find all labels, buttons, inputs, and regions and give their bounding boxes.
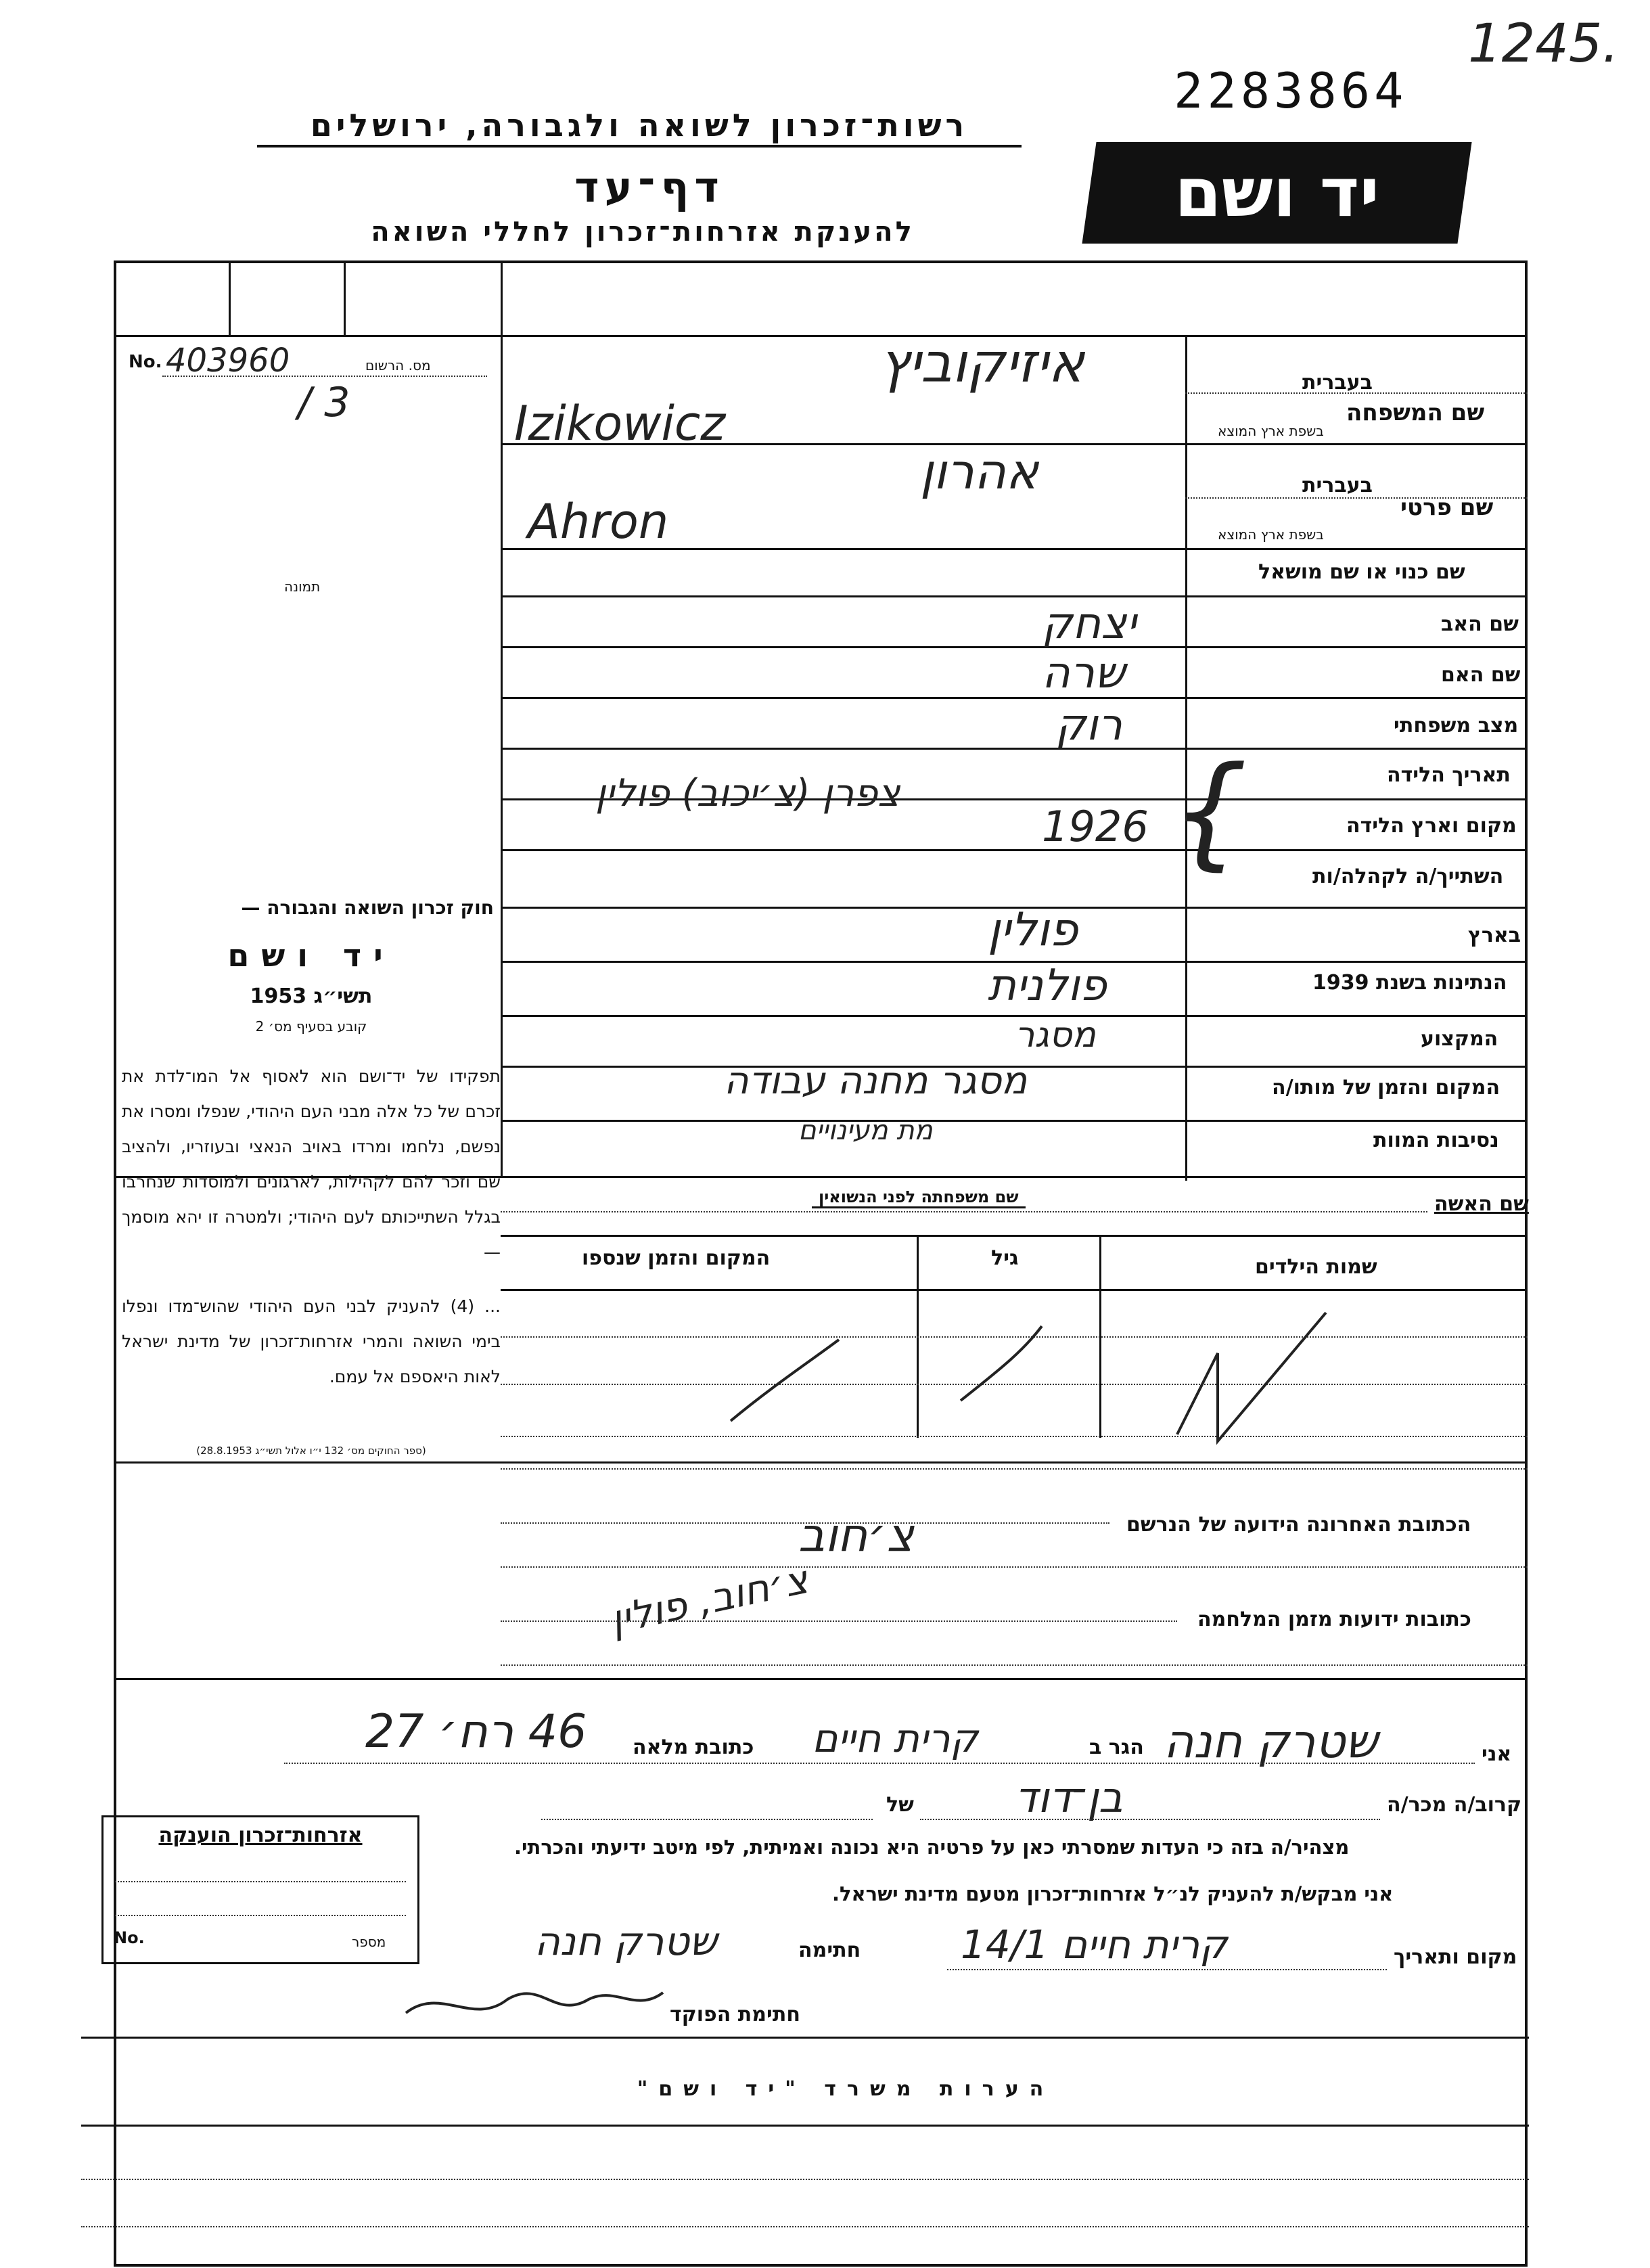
- citizenship-title: אזרחות־זכרון הוענקה: [158, 1823, 363, 1847]
- mother-value: שרה: [1042, 648, 1126, 698]
- marital-value: רוק: [1055, 700, 1122, 750]
- mother-label: שם האם: [1441, 663, 1521, 687]
- country-value: פולין: [988, 903, 1078, 957]
- wife-maiden-label: שם משפחתה לפני הנשואין: [812, 1187, 1026, 1208]
- foreign-label-2: בשפת ארץ המוצא: [1218, 526, 1324, 543]
- birthplace-label: מקום וארץ הלידה: [1346, 814, 1517, 838]
- decl-full-address: 46 רח׳ 27: [365, 1705, 587, 1759]
- law-citation: (ספר החוקים מס׳ 132 י״ו אלול תשי״ג 28.8.1953): [196, 1445, 426, 1457]
- law-text-1: תפקידו של יד־ושם הוא לאסוף אל המו־לדת את זכרם של כל אלה מבני העם היהודי, שנפלו ומסרו את נפשם, נלחמו ומרדו באויב הנאצי ובעוזריו, ולהציב שם וזכר להם לקהילות, לארגונים ולמוסדות שנחרבו בגלל השתייכותם לעם היהודי; ולמטרה זו יהא מוסמך —: [122, 1066, 501, 1262]
- surname-label: שם המשפחה: [1346, 399, 1485, 426]
- last-address-label: הכתובת האחרונה הידועה של הנרשם: [1126, 1513, 1471, 1537]
- reg-prefix: No.: [129, 352, 162, 372]
- decl-resident: קרית חיים: [812, 1715, 978, 1761]
- firstname-label: שם פרטי: [1400, 494, 1494, 521]
- children-strike-marks: [704, 1299, 1380, 1455]
- logo-block: [1082, 142, 1471, 244]
- decl-relative: בן־דוד: [1015, 1773, 1123, 1822]
- form-subtitle: להענקת אזרחות־זכרון לחללי השואה: [371, 217, 915, 248]
- law-text-2: ... (4) להעניק לבני העם היהודי שהוש־מדו ונפלו בימי השואה והמרי אזרחות־זכרון של מדינת ישראל לאות היאספם אל עמם.: [122, 1296, 501, 1386]
- death-reason-value: מת מעינויים: [798, 1115, 933, 1146]
- decl-of-label: של: [886, 1793, 914, 1817]
- death-place-value: מסגר מחנה עבודה: [724, 1059, 1028, 1103]
- decl-place-date: קרית חיים 14/1: [961, 1922, 1228, 1968]
- hebrew-label-1: בעברית: [1302, 371, 1373, 394]
- firstname-foreign: Ahron: [528, 494, 669, 549]
- decl-resident-label: הגר ב: [1089, 1736, 1144, 1759]
- children-place-header: המקום והזמן שנספו: [582, 1246, 771, 1270]
- death-reason-label: נסיבות המוות: [1373, 1129, 1499, 1152]
- foreign-label-1: בשפת ארץ המוצא: [1218, 423, 1324, 439]
- law-name: יד ושם: [227, 937, 395, 974]
- wife-label: שם האשה: [1434, 1192, 1529, 1216]
- surname-hebrew: איזיקוביץ: [879, 332, 1084, 394]
- birthplace-value: צפרן (צ׳יכוב) פולין: [595, 771, 900, 815]
- children-names-header: שמות הילדים: [1255, 1255, 1377, 1279]
- war-address-label: כתובות ידועות מזמן המלחמה: [1197, 1608, 1471, 1631]
- photo-label: תמונה: [284, 579, 321, 595]
- profession-label: המקצוע: [1421, 1027, 1498, 1051]
- decl-signature-label: חתימה: [798, 1938, 861, 1962]
- reg-sub: / 3: [298, 379, 350, 426]
- law-year: תשי״ג 1953: [250, 984, 373, 1008]
- decl-signature: שטרק חנה: [534, 1918, 718, 1964]
- father-value: יצחק: [1042, 599, 1137, 649]
- decl-place-date-label: מקום ותאריך: [1394, 1945, 1517, 1969]
- decl-full-address-label: כתובת מלאה: [633, 1736, 754, 1759]
- father-label: שם האב: [1441, 612, 1519, 636]
- war-address-value: צ׳חוב, פולין: [606, 1556, 812, 1643]
- last-address-value: צ׳חוב: [798, 1509, 914, 1562]
- form-title: דף־עד: [574, 162, 725, 212]
- community-label: השתייך/ה לקהלה/ות: [1312, 865, 1504, 888]
- profession-value: מסגר: [1015, 1015, 1096, 1056]
- decl-statement-1: מצהיר/ה בזה כי העדות שמסרתי כאן על פרטיה היא נכונה ואמיתית, לפי מיטב ידיעתי והכרתי.: [514, 1836, 1350, 1859]
- citizenship-no-prefix: No.: [114, 1928, 145, 1947]
- authority-line: רשות־זכרון לשואה ולגבורה, ירושלים: [257, 107, 1022, 148]
- death-place-label: המקום והזמן של מותו/ה: [1272, 1076, 1500, 1099]
- decl-statement-2: אני מבקש/ת להעניק לנ״ל אזרחות־זכרון מטעם מדינת ישראל.: [832, 1882, 1394, 1905]
- surname-foreign: Izikowicz: [514, 396, 726, 451]
- officer-signature-scribble: [399, 1972, 670, 2033]
- remarks-label: הערות משרד "יד ושם": [637, 2077, 1055, 2101]
- decl-i-label: אני: [1482, 1742, 1512, 1766]
- logo-text: יד ושם: [1174, 153, 1379, 232]
- children-age-header: גיל: [991, 1246, 1019, 1270]
- firstname-hebrew: אהרון: [920, 443, 1039, 500]
- nationality-label: הנתינות בשנת 1939: [1312, 971, 1507, 995]
- decl-name: שטרק חנה: [1164, 1715, 1378, 1769]
- birthdate-value: 1926: [1042, 802, 1149, 851]
- reg-label: מס. הרשום: [365, 357, 431, 373]
- reg-number: 403960: [166, 342, 290, 380]
- country-label: בארץ: [1468, 924, 1521, 947]
- hebrew-label-2: בעברית: [1302, 474, 1373, 497]
- page-number: 2283864: [1174, 62, 1408, 119]
- decl-officer-label: חתימת הפוקד: [670, 2003, 800, 2026]
- citizenship-number-label: מספר: [352, 1934, 386, 1950]
- brace-mark: {: [1170, 741, 1248, 882]
- corner-number: 1245.: [1468, 14, 1620, 74]
- marital-label: מצב משפחתי: [1394, 714, 1519, 738]
- law-clause: קובע בסעיף מס׳ 2: [255, 1018, 367, 1035]
- nationality-value: פולנית: [988, 961, 1107, 1011]
- nickname-label: שם כנוי או שם מושאל: [1258, 560, 1465, 584]
- law-heading: חוק זכרון השואה והגבורה —: [241, 897, 494, 919]
- birthdate-label: תאריך הלידה: [1387, 763, 1511, 787]
- decl-relative-label: קרוב/ה מכר/ה: [1387, 1793, 1522, 1817]
